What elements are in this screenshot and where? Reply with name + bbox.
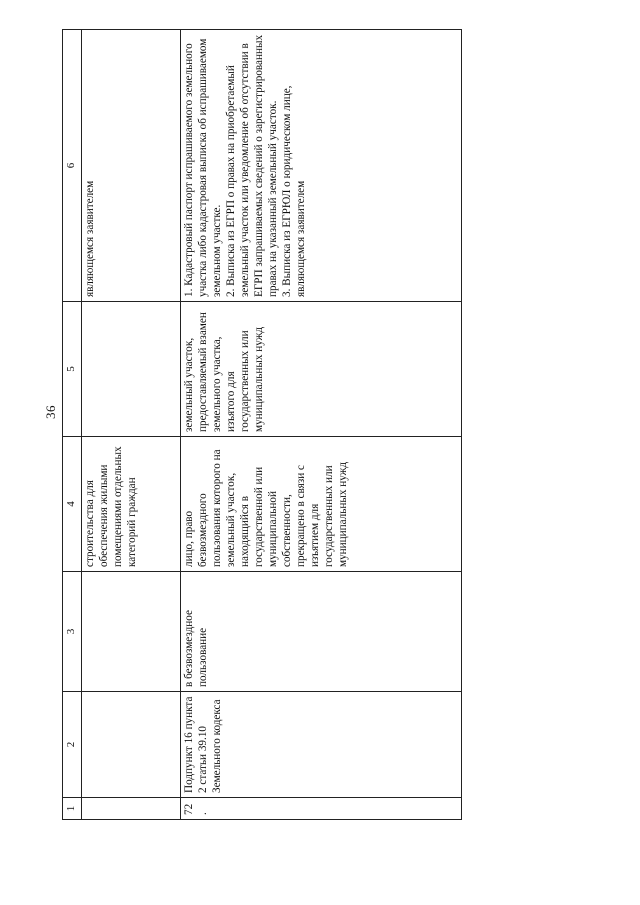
document-item: 3. Выписка из ЕГРЮЛ о юридическом лице, являющемся заявителем <box>281 85 307 297</box>
header-col-3: 3 <box>63 572 82 692</box>
header-col-2: 2 <box>63 692 82 798</box>
page-number: 36 <box>43 405 58 419</box>
document-item: 1. Кадастровый паспорт испрашиваемого земельного участка либо кадастровая выписка об испрашиваемом земельном участке. <box>183 38 223 297</box>
row-72-land-plot: земельный участок, предоставляемый взамен земельного участка, изъятого для государственных или муниципальных нужд <box>181 302 462 437</box>
header-col-6: 6 <box>63 30 82 302</box>
rotated-table-wrapper <box>62 30 462 820</box>
row-72-documents <box>181 30 462 302</box>
table-header-row <box>63 30 82 820</box>
cont-col-6: являющемся заявителем <box>82 30 181 302</box>
header-col-1: 1 <box>63 798 82 820</box>
cont-col-1 <box>82 798 181 820</box>
row-72-number: 72. <box>181 798 462 820</box>
requirements-table <box>62 29 462 820</box>
document-item: 2. Выписка из ЕГРП о правах на приобретаемый земельный участок или уведомление об отсутствии в ЕГРП запрашиваемых сведений о зарегистрированных правах на указанный земельный участок. <box>225 34 279 297</box>
row-72-right-type: в безвозмездное пользование <box>181 572 462 692</box>
cont-col-2 <box>82 692 181 798</box>
cont-col-3 <box>82 572 181 692</box>
header-col-5: 5 <box>63 302 82 437</box>
cont-col-5 <box>82 302 181 437</box>
cont-col-4: строительства для обеспечения жилыми помещениями отдельных категорий граждан <box>82 437 181 572</box>
table-row-72 <box>181 30 462 820</box>
row-72-applicant: лицо, право безвозмездного пользования которого на земельный участок, находящийся в государственной или муниципальной собственности, прекращено в связи с изъятием для государственных или муниципальных нужд <box>181 437 462 572</box>
row-72-basis: Подпункт 16 пункта 2 статьи 39.10 Земельного кодекса <box>181 692 462 798</box>
header-col-4: 4 <box>63 437 82 572</box>
table-row-continuation <box>82 30 181 820</box>
